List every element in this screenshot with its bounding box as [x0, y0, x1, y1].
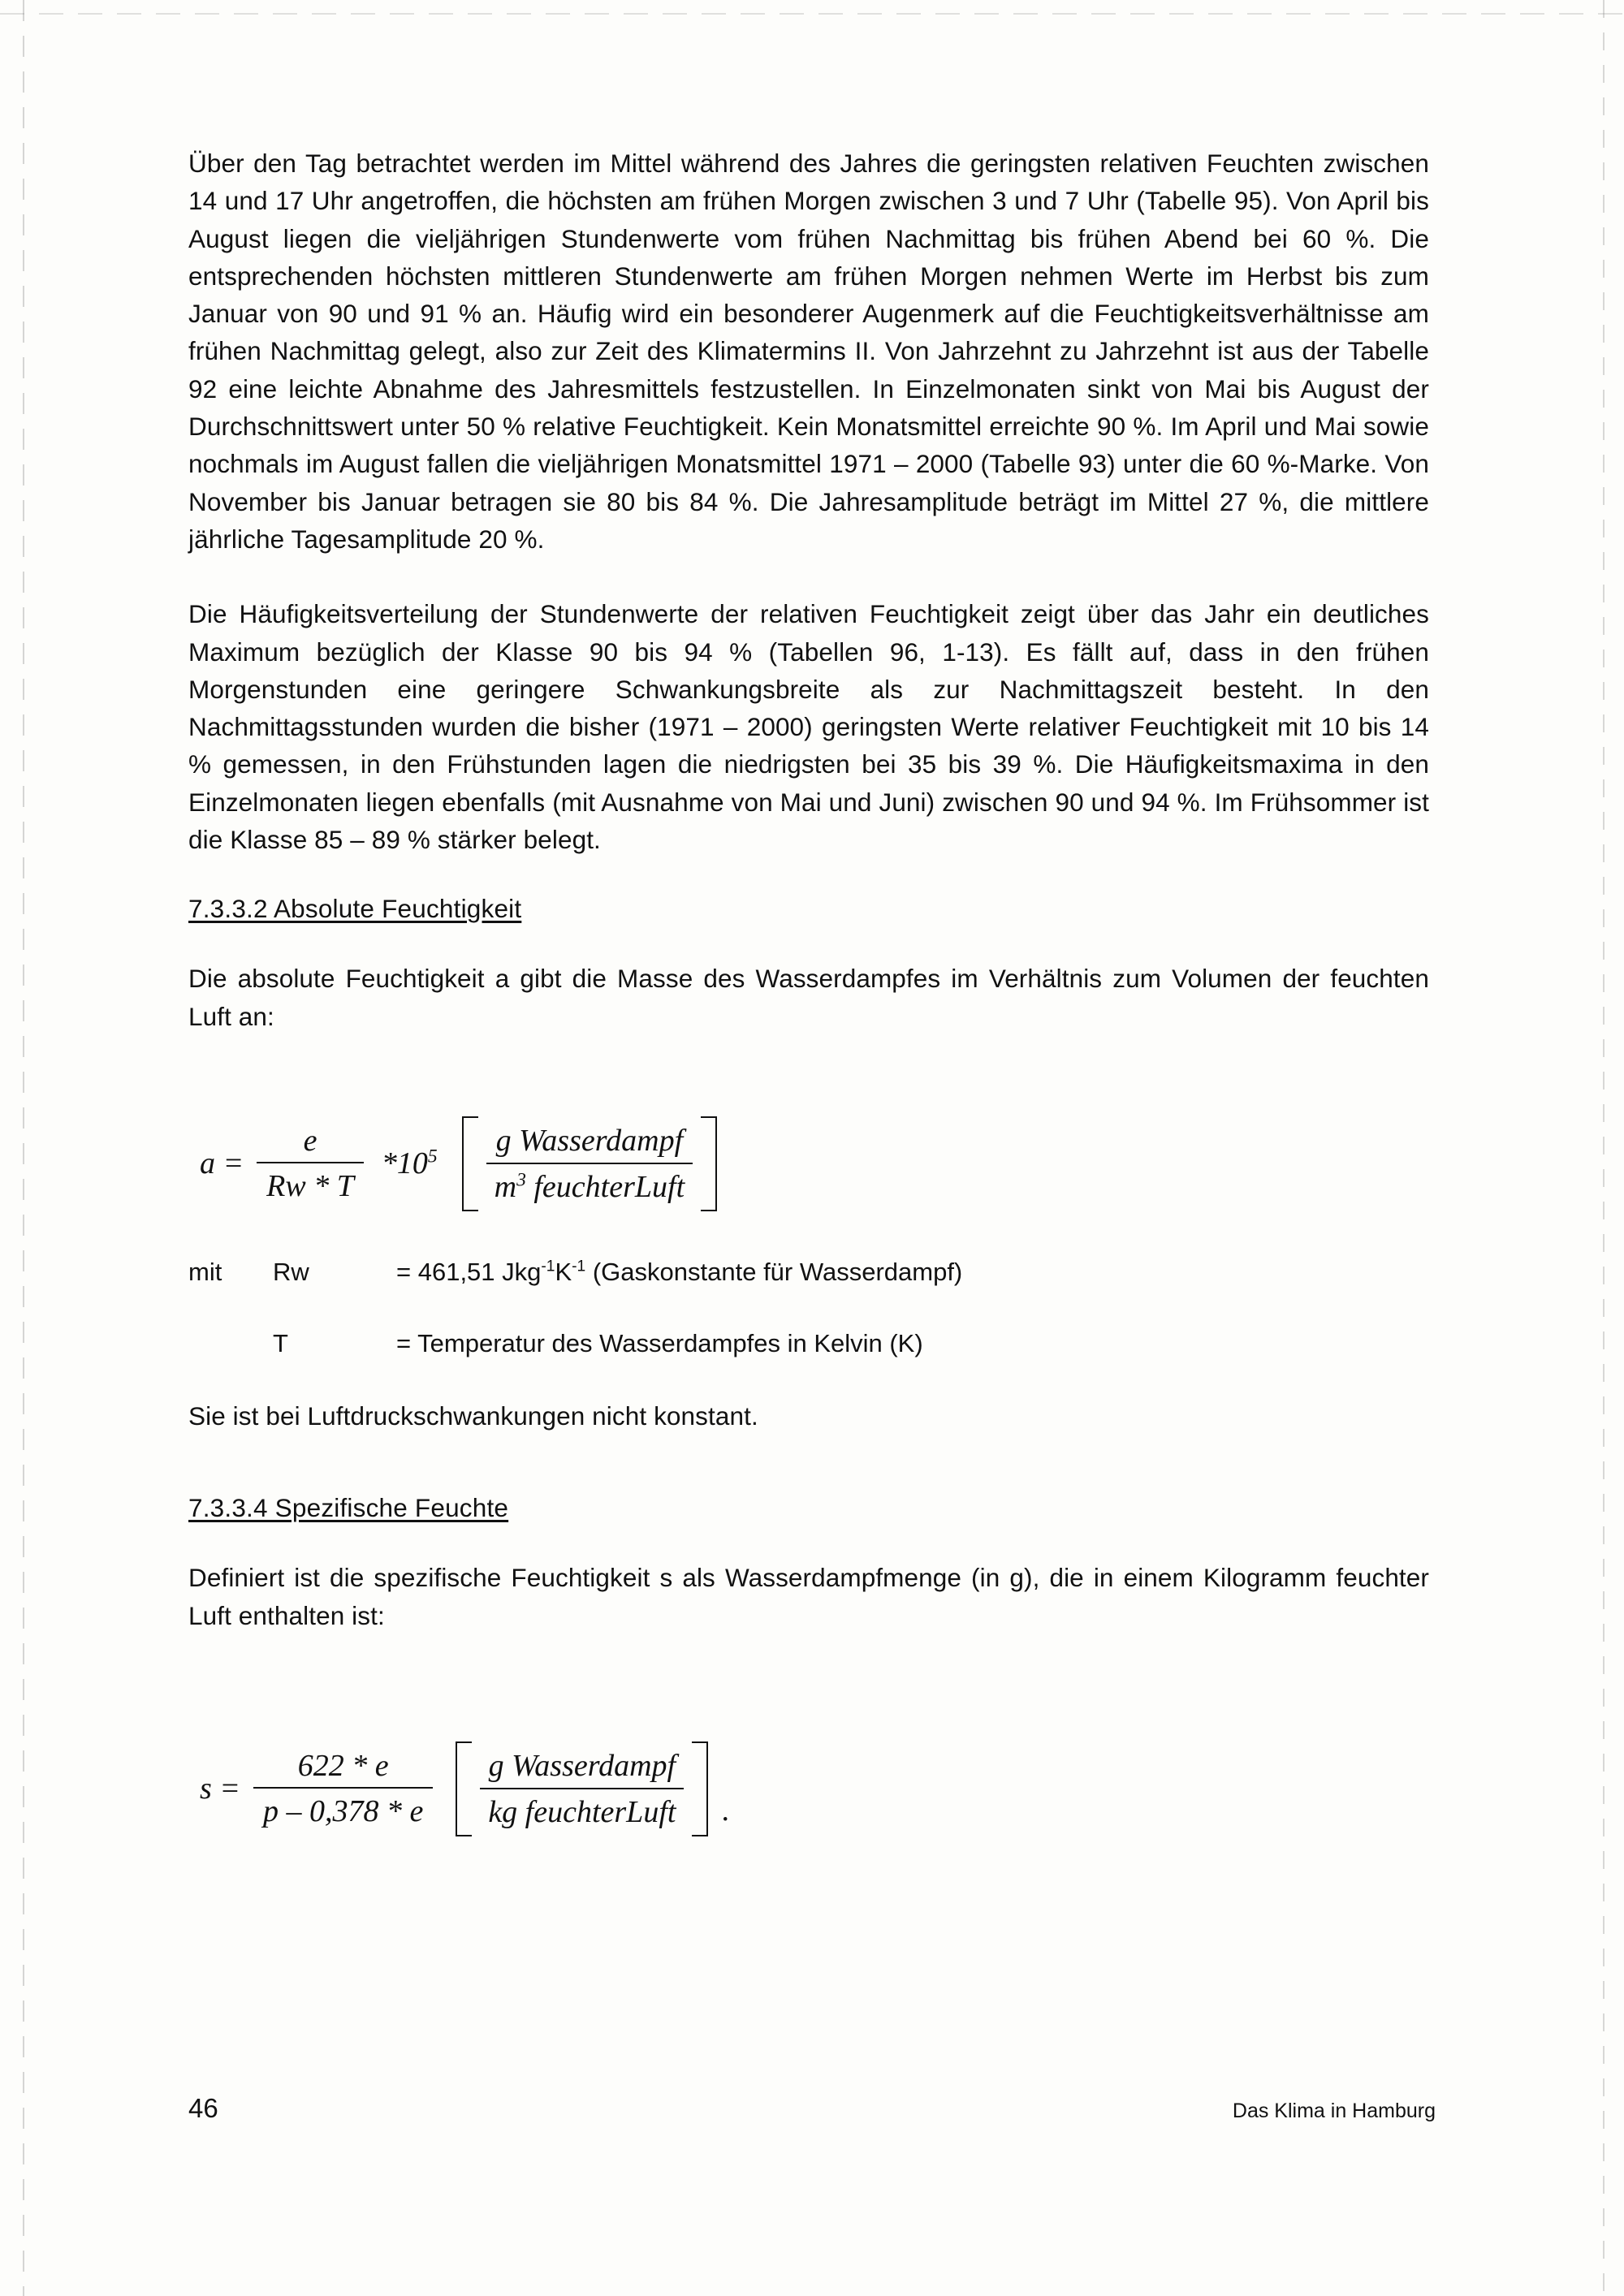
definition-row-rw [188, 1254, 1429, 1292]
definition-symbol-rw: Rw [273, 1257, 309, 1286]
definition-symbol-t: T [273, 1329, 288, 1358]
formula-factor-exponent: 5 [427, 1146, 438, 1167]
definition-value-rw-exp1: -1 [541, 1258, 555, 1275]
formula-specific-humidity [200, 1741, 1429, 1836]
document-title-footer: Das Klima in Hamburg [1232, 2100, 1436, 2122]
paragraph-specific-intro: Definiert ist die spezifische Feuchtigkeit s als Wasserdampfmenge (in g), die in einem Kilogramm feuchter Luft enthalten ist: [188, 1563, 1429, 1630]
formula-numerator: e [303, 1124, 317, 1159]
bracket-left-icon [462, 1116, 478, 1211]
bracket2-left-icon [456, 1741, 472, 1836]
formula-factor-base: *10 [381, 1146, 428, 1181]
formula-definitions [188, 1254, 1429, 1363]
paragraph-absolute-note: Sie ist bei Luftdruckschwankungen nicht konstant. [188, 1400, 758, 1431]
formula2-numerator: 622 * e [297, 1749, 389, 1784]
formula-absolute-humidity [200, 1116, 1429, 1211]
page-content [188, 145, 1429, 1836]
definition-mit-label: mit [188, 1257, 222, 1286]
formula2-unit-bracket [456, 1741, 708, 1836]
formula-unit-bracket [462, 1116, 718, 1211]
paragraph-absolute-intro: Die absolute Feuchtigkeit a gibt die Masse des Wasserdampfes im Verhältnis zum Volumen der feuchten Luft an: [188, 964, 1429, 1031]
paragraph-frequency-distribution: Die Häufigkeitsverteilung der Stundenwerte der relativen Feuchtigkeit zeigt über das Jahr ein deutliches Maximum bezüglich der Klasse 90 bis 94 % (Tabellen 96, 1-13). Es fällt auf, dass in den frühen Morgenstunden eine geringere Schwankungsbreite als zur Nachmittagszeit besteht. In den Nachmittagsstunden wurden die bisher (1971 – 2000) geringsten Werte relativer Feuchtigkeit mit 10 bis 14 % gemessen, in den Frühstunden lagen die niedrigsten bei 35 bis 39 %. Die Häufigkeitsmaxima in den Einzelmonaten liegen ebenfalls (mit Ausnahme von Mai und Juni) zwischen 90 und 94 %. Im Frühsommer ist die Klasse 85 – 89 % stärker belegt. [188, 599, 1429, 855]
formula-unit-numerator: g Wasserdampf [495, 1123, 684, 1158]
formula-unit-denominator-exponent: 3 [516, 1169, 526, 1191]
scan-edge-left [23, 0, 24, 2296]
formula2-denominator: p – 0,378 * e [253, 1787, 433, 1829]
heading-absolute-feuchtigkeit: 7.3.3.2 Absolute Feuchtigkeit [188, 894, 522, 924]
definition-row-t [188, 1325, 1429, 1363]
page-footer [188, 2093, 1436, 2124]
definition-value-rw-suffix: (Gaskonstante für Wasserdampf) [585, 1257, 963, 1286]
formula2-trailing-punctuation: . [721, 1793, 729, 1828]
definition-value-rw-exp2: -1 [572, 1258, 586, 1275]
formula-denominator: Rw * T [257, 1162, 364, 1204]
bracket-right-icon [701, 1116, 717, 1211]
definition-value-t: = Temperatur des Wasserdampfes in Kelvin (K) [396, 1329, 923, 1358]
paragraph-relative-humidity-daily: Über den Tag betrachtet werden im Mittel während des Jahres die geringsten relativen Feuchten zwischen 14 und 17 Uhr angetroffen, die höchsten am frühen Morgen zwischen 3 und 7 Uhr (Tabelle 95). Von April bis August liegen die vieljährigen Stundenwerte vom frühen Nachmittag bis frühen Abend bei 60 %. Die entsprechenden höchsten mittleren Stundenwerte am frühen Morgen nehmen Werte im Herbst bis zum Januar von 90 und 91 % an. Häufig wird ein besonderer Augenmerk auf die Feuchtigkeitsverhältnisse am frühen Nachmittag gelegt, also zur Zeit des Klimatermins II. Von Jahrzehnt zu Jahrzehnt ist aus der Tabelle 92 eine leichte Abnahme des Jahresmittels festzustellen. In Einzelmonaten sinkt von Mai bis August der Durchschnittswert unter 50 % relative Feuchtigkeit. Kein Monatsmittel erreichte 90 %. Im April und Mai sowie nochmals im August fallen die vieljährigen Monatsmittel 1971 – 2000 (Tabelle 93) unter die 60 %-Marke. Von November bis Januar betragen sie 80 bis 84 %. Die Jahresamplitude beträgt im Mittel 27 %, die mittlere jährliche Tagesamplitude 20 %. [188, 149, 1429, 554]
definition-value-rw [396, 1254, 1429, 1292]
formula-factor [382, 1146, 438, 1181]
definition-value-rw-prefix: = 461,51 Jkg [396, 1257, 542, 1286]
formula2-lhs: s = [200, 1772, 240, 1806]
page-number: 46 [188, 2093, 218, 2123]
formula-unit-denominator [486, 1163, 693, 1205]
formula2-unit-denominator: kg feuchterLuft [480, 1788, 684, 1830]
formula2-unit-numerator: g Wasserdampf [488, 1748, 676, 1783]
scan-edge-right [1603, 0, 1605, 2296]
formula2-unit [472, 1741, 692, 1836]
formula-lhs: a = [200, 1146, 244, 1181]
definition-value-rw-mid: K [555, 1257, 572, 1286]
heading-spezifische-feuchte: 7.3.3.4 Spezifische Feuchte [188, 1493, 509, 1523]
formula2-fraction [253, 1748, 433, 1829]
formula-unit [478, 1116, 702, 1211]
bracket2-right-icon [692, 1741, 708, 1836]
formula-unit-denominator-base: m [494, 1169, 517, 1204]
formula-unit-denominator-rest: feuchterLuft [533, 1169, 685, 1204]
formula-fraction [257, 1123, 364, 1204]
scan-edge-top [0, 13, 1624, 15]
